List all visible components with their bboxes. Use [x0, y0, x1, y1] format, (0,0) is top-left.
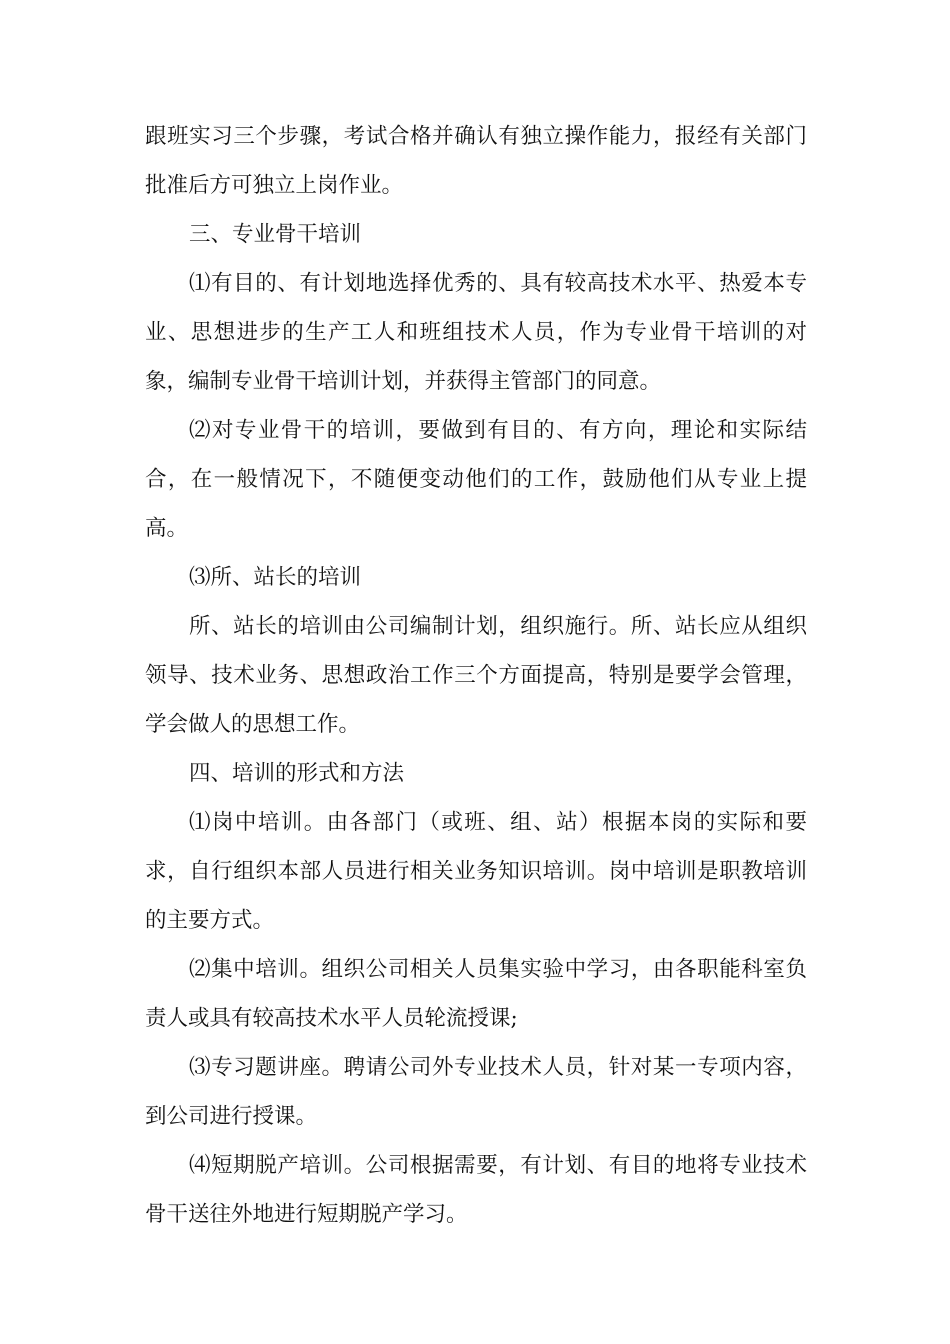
paragraph-method-1: ⑴岗中培训。由各部门（或班、组、站）根据本岗的实际和要求，自行组织本部人员进行相关业务知识培训。岗中培训是职教培训的主要方式。: [145, 810, 807, 933]
document-body: [145, 112, 807, 1239]
paragraph-continuation: 跟班实习三个步骤，考试合格并确认有独立操作能力，报经有关部门批准后方可独立上岗作业。: [145, 124, 807, 198]
paragraph-method-4: ⑷短期脱产培训。公司根据需要，有计划、有目的地将专业技术骨干送往外地进行短期脱产学习。: [145, 1153, 807, 1227]
section-heading-3: 三、专业骨干培训: [189, 222, 362, 247]
paragraph-method-3: ⑶专习题讲座。聘请公司外专业技术人员，针对某一专项内容，到公司进行授课。: [145, 1055, 807, 1129]
paragraph-station-training: 所、站长的培训由公司编制计划，组织施行。所、站长应从组织领导、技术业务、思想政治工作三个方面提高，特别是要学会管理，学会做人的思想工作。: [145, 614, 807, 737]
paragraph-method-2: ⑵集中培训。组织公司相关人员集实验中学习，由各职能科室负责人或具有较高技术水平人员轮流授课;: [145, 957, 807, 1031]
section-heading-4: 四、培训的形式和方法: [189, 761, 405, 786]
paragraph-item-1: ⑴有目的、有计划地选择优秀的、具有较高技术水平、热爱本专业、思想进步的生产工人和班组技术人员，作为专业骨干培训的对象，编制专业骨干培训计划，并获得主管部门的同意。: [145, 271, 807, 394]
paragraph-item-3: ⑶所、站长的培训: [189, 565, 362, 590]
paragraph-item-2: ⑵对专业骨干的培训，要做到有目的、有方向，理论和实际结合，在一般情况下，不随便变动他们的工作，鼓励他们从专业上提高。: [145, 418, 807, 541]
